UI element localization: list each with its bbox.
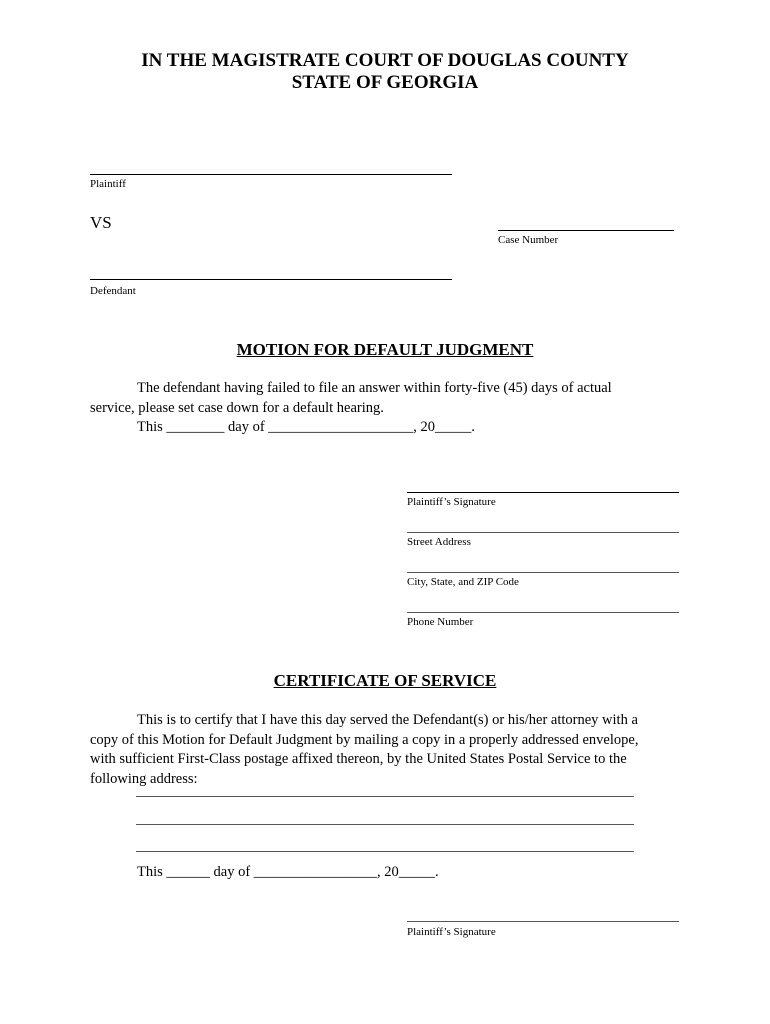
phone-number-label: Phone Number <box>407 616 474 628</box>
certificate-body-line: copy of this Motion for Default Judgment by mailing a copy in a properly addressed envelope, <box>90 731 639 748</box>
court-state: STATE OF GEORGIA <box>291 72 479 93</box>
motion-date-line[interactable]: This ________ day of ____________________, 20_____. <box>137 419 475 435</box>
defendant-label: Defendant <box>90 285 136 297</box>
phone-number-line[interactable] <box>407 612 679 613</box>
motion-title: MOTION FOR DEFAULT JUDGMENT <box>236 340 534 359</box>
plaintiff-label: Plaintiff <box>90 178 126 190</box>
service-address-line-3[interactable] <box>136 851 634 852</box>
versus-label: VS <box>90 213 112 232</box>
defendant-name-line[interactable] <box>90 279 452 280</box>
certificate-body-line: following address: <box>90 770 198 787</box>
motion-body-line: service, please set case down for a default hearing. <box>90 399 384 416</box>
certificate-title: CERTIFICATE OF SERVICE <box>273 671 497 690</box>
certificate-body-line: This is to certify that I have this day served the Defendant(s) or his/her attorney with a <box>137 712 638 728</box>
motion-body <box>90 379 690 438</box>
city-state-zip-label: City, State, and ZIP Code <box>407 576 519 588</box>
street-address-label: Street Address <box>407 536 471 548</box>
case-number-label: Case Number <box>498 234 559 246</box>
certificate-body <box>90 711 710 789</box>
certificate-signature-label: Plaintiff’s Signature <box>407 926 496 938</box>
plaintiff-signature-line[interactable] <box>407 492 679 493</box>
plaintiff-name-line[interactable] <box>90 174 452 175</box>
certificate-body-line: with sufficient First-Class postage affixed thereon, by the United States Postal Service to the <box>90 751 627 767</box>
plaintiff-signature-label: Plaintiff’s Signature <box>407 496 496 508</box>
certificate-signature-line[interactable] <box>407 921 679 922</box>
case-number-line[interactable] <box>498 230 674 231</box>
certificate-date-line[interactable]: This ______ day of _________________, 20_____. <box>137 864 439 880</box>
motion-body-line: The defendant having failed to file an answer within forty-five (45) days of actual <box>137 380 612 396</box>
service-address-line-1[interactable] <box>136 796 634 797</box>
service-address-line-2[interactable] <box>136 824 634 825</box>
city-state-zip-line[interactable] <box>407 572 679 573</box>
street-address-line[interactable] <box>407 532 679 533</box>
court-header <box>0 50 770 94</box>
court-name: IN THE MAGISTRATE COURT OF DOUGLAS COUNTY <box>141 50 629 71</box>
